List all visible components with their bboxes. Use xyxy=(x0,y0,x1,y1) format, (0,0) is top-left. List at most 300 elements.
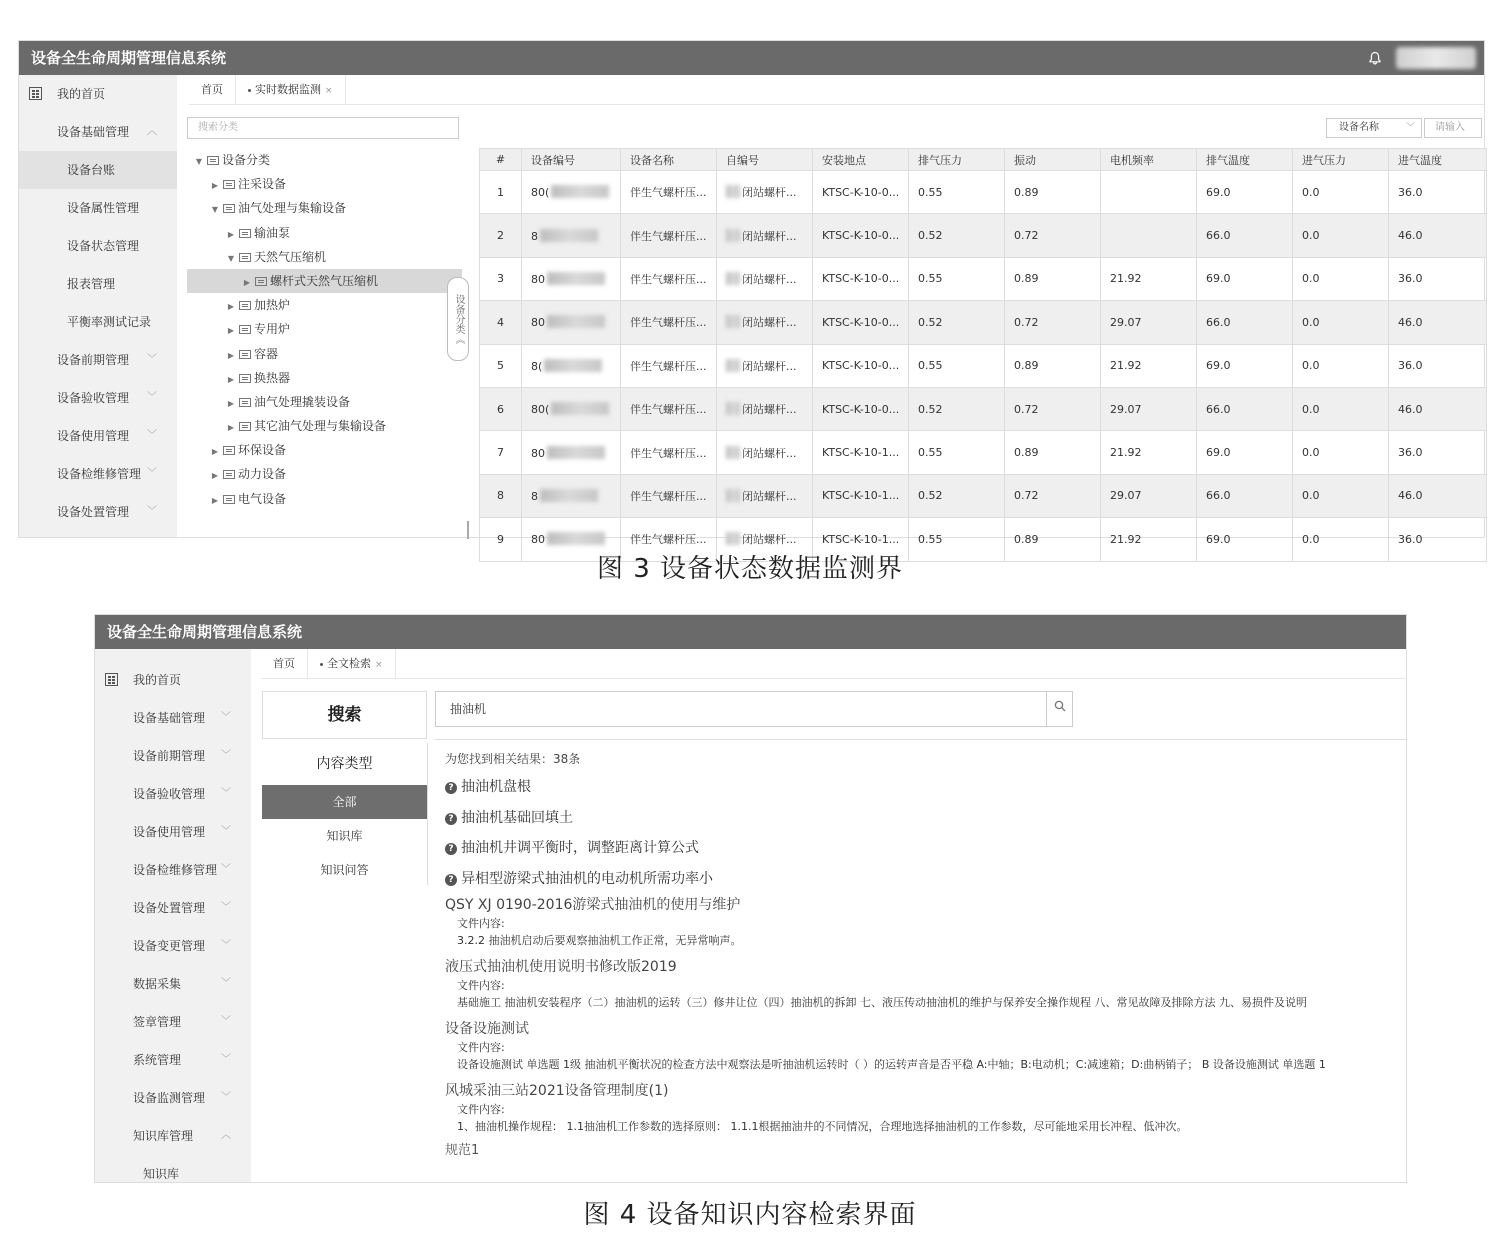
table-cell xyxy=(717,257,813,300)
question-icon: ? xyxy=(445,813,457,825)
tree-node-label: 环保设备 xyxy=(238,443,287,458)
table-row[interactable] xyxy=(480,214,1487,257)
tree-node[interactable] xyxy=(187,342,462,366)
tree-node[interactable] xyxy=(187,148,462,172)
table-cell: 7 xyxy=(480,431,522,474)
sidebar-item[interactable] xyxy=(95,775,251,813)
column-header[interactable]: 电机频率 xyxy=(1101,149,1197,171)
folder-icon xyxy=(239,301,251,310)
table-cell: 46.0 xyxy=(1389,214,1487,257)
chevron-down-icon: ﹀ xyxy=(1405,123,1415,133)
column-header[interactable]: 振动 xyxy=(1005,149,1101,171)
table-cell xyxy=(717,171,813,214)
tree-node-label: 其它油气处理与集输设备 xyxy=(254,419,387,434)
equipment-id-prefix: 8 xyxy=(531,229,538,243)
equipment-monitor-window xyxy=(18,40,1485,547)
document-result xyxy=(445,1018,1406,1074)
chevron-down-icon: ﹀ xyxy=(221,1092,231,1103)
filter-field-value: 设备名称 xyxy=(1339,122,1379,133)
table-cell: KTSC-K-10-0... xyxy=(813,387,909,430)
figure4-caption: 图 4 设备知识内容检索界面 xyxy=(583,1200,917,1230)
column-header[interactable]: 进气温度 xyxy=(1389,149,1487,171)
table-cell: 2 xyxy=(480,214,522,257)
sidebar-item[interactable] xyxy=(19,417,177,455)
sidebar-item[interactable] xyxy=(19,227,177,265)
redacted-value xyxy=(726,359,740,372)
caret-right-icon[interactable]: ▶ xyxy=(211,181,219,191)
qa-result-title[interactable]: 抽油机基础回填土 xyxy=(461,809,573,826)
chevron-down-icon: ﹀ xyxy=(147,430,157,441)
sidebar-item-label: 设备变更管理 xyxy=(133,939,206,953)
sidebar-item[interactable] xyxy=(19,493,177,531)
table-cell: 0.0 xyxy=(1293,431,1389,474)
tree-node[interactable] xyxy=(187,487,462,511)
document-content-label: 文件内容: xyxy=(457,1041,505,1055)
sidebar-item[interactable] xyxy=(19,341,177,379)
qa-result[interactable] xyxy=(445,864,1406,895)
sidebar-item[interactable] xyxy=(95,927,251,965)
question-icon: ? xyxy=(445,843,457,855)
sidebar-item[interactable] xyxy=(95,1041,251,1079)
redacted-value xyxy=(547,446,605,459)
tree-node[interactable] xyxy=(187,196,462,220)
tree-node[interactable] xyxy=(187,172,462,196)
close-icon[interactable]: × xyxy=(375,660,383,670)
table-cell xyxy=(522,257,621,300)
bell-icon[interactable] xyxy=(1368,51,1382,65)
table-cell xyxy=(717,431,813,474)
search-button[interactable] xyxy=(1046,692,1072,726)
tree-node-label: 注采设备 xyxy=(238,177,287,192)
table-cell: 伴生气螺杆压... xyxy=(621,431,717,474)
search-results xyxy=(445,743,1406,1158)
chevron-down-icon: ﹀ xyxy=(221,750,231,761)
table-cell: 36.0 xyxy=(1389,171,1487,214)
caret-right-icon[interactable]: ▶ xyxy=(211,447,219,457)
table-cell: 36.0 xyxy=(1389,257,1487,300)
document-content-snippet: 设备设施测试 单选题 1级 抽油机平衡状况的检查方法中观察法是听抽油机运转时（ ）的运转声音是否平稳 A:中轴；B:电动机；C:减速箱；D:曲柄销子； B 设备设施测试 单选题 1 xyxy=(457,1058,1326,1072)
search-icon xyxy=(1054,700,1066,712)
tree-node[interactable] xyxy=(187,269,462,293)
app-header xyxy=(19,41,1484,75)
table-cell: 伴生气螺杆压... xyxy=(621,344,717,387)
self-code-text: 闭站螺杆... xyxy=(742,446,797,460)
table-cell: 21.92 xyxy=(1101,431,1197,474)
folder-icon xyxy=(207,156,219,165)
table-cell: 1 xyxy=(480,171,522,214)
content-type-option[interactable]: 知识库 xyxy=(326,829,363,843)
caret-down-icon[interactable]: ▼ xyxy=(195,157,203,166)
app-title: 设备全生命周期管理信息系统 xyxy=(31,49,227,67)
document-title[interactable]: 设备设施测试 xyxy=(445,1021,529,1038)
sidebar-item-label: 签章管理 xyxy=(133,1015,182,1029)
app-title: 设备全生命周期管理信息系统 xyxy=(107,623,303,641)
caret-right-icon[interactable]: ▶ xyxy=(211,471,219,481)
self-code-text: 闭站螺杆... xyxy=(742,403,797,417)
redacted-value xyxy=(726,229,740,242)
table-cell: 21.92 xyxy=(1101,257,1197,300)
chevron-down-icon: ﹀ xyxy=(221,712,231,723)
divider xyxy=(427,743,428,885)
tree-node[interactable] xyxy=(187,245,462,269)
table-cell: 36.0 xyxy=(1389,518,1487,561)
table-cell xyxy=(1101,171,1197,214)
column-header[interactable]: 自编号 xyxy=(717,149,813,171)
tree-node[interactable] xyxy=(187,438,462,462)
chevron-down-icon: ﹀ xyxy=(221,1016,231,1027)
table-cell: 66.0 xyxy=(1197,301,1293,344)
table-cell: 3 xyxy=(480,257,522,300)
tab[interactable] xyxy=(308,649,396,678)
table-cell: 29.07 xyxy=(1101,387,1197,430)
folder-icon xyxy=(255,277,267,286)
caret-right-icon[interactable]: ▶ xyxy=(227,229,235,239)
folder-icon xyxy=(239,398,251,407)
redacted-value xyxy=(726,402,740,415)
table-cell: 0.55 xyxy=(909,257,1005,300)
chevron-down-icon: ﹀ xyxy=(221,1054,231,1065)
tab[interactable] xyxy=(189,75,236,104)
result-count: 为您找到相关结果：38条 xyxy=(445,752,581,766)
document-title[interactable]: QSY XJ 0190-2016游梁式抽油机的使用与维护 xyxy=(445,897,741,914)
sidebar-item-home[interactable] xyxy=(95,661,251,699)
sidebar-item[interactable] xyxy=(95,1155,251,1193)
table-cell xyxy=(522,474,621,517)
filter-keyword-input[interactable] xyxy=(1424,118,1482,138)
tree-node-label: 油气处理与集输设备 xyxy=(238,201,347,216)
tab-label: 实时数据监测 xyxy=(255,83,321,96)
table-cell: 69.0 xyxy=(1197,257,1293,300)
table-row[interactable] xyxy=(480,387,1487,430)
tree-node-label: 专用炉 xyxy=(254,322,291,337)
caret-right-icon[interactable]: ▶ xyxy=(243,277,251,287)
column-header[interactable]: # xyxy=(480,149,522,171)
table-cell: 5 xyxy=(480,344,522,387)
table-cell xyxy=(522,431,621,474)
table-cell: 29.07 xyxy=(1101,474,1197,517)
sidebar-item-label: 我的首页 xyxy=(57,87,106,101)
page-tabs xyxy=(261,649,1406,679)
table-cell: 伴生气螺杆压... xyxy=(621,518,717,561)
table-cell: 36.0 xyxy=(1389,431,1487,474)
tab-label: 首页 xyxy=(201,83,223,96)
sidebar-item[interactable] xyxy=(19,379,177,417)
sidebar-item[interactable] xyxy=(95,1003,251,1041)
qa-result[interactable] xyxy=(445,833,1406,864)
table-cell: 0.89 xyxy=(1005,257,1101,300)
table-cell: 0.55 xyxy=(909,171,1005,214)
document-content-snippet: 1、抽油机操作规程： 1.1抽油机工作参数的选择原则： 1.1.1根据抽油井的不同情况，合理地选择抽油机的工作参数，尽可能地采用长冲程、低冲次。 xyxy=(457,1120,1188,1134)
home-icon xyxy=(29,87,42,100)
sidebar-nav xyxy=(95,649,251,1182)
table-cell xyxy=(522,171,621,214)
table-row[interactable] xyxy=(480,301,1487,344)
self-code-text: 闭站螺杆... xyxy=(742,272,797,286)
panel-resize-handle[interactable] xyxy=(467,521,469,539)
chevron-down-icon: ﹀ xyxy=(147,506,157,517)
category-search-input[interactable] xyxy=(187,117,459,139)
content-type-option[interactable]: 全部 xyxy=(262,785,427,819)
table-row[interactable] xyxy=(480,474,1487,517)
table-cell: 0.52 xyxy=(909,474,1005,517)
qa-result[interactable] xyxy=(445,803,1406,834)
table-cell xyxy=(522,301,621,344)
table-cell: KTSC-K-10-0... xyxy=(813,257,909,300)
folder-icon xyxy=(223,495,235,504)
chevron-down-icon: ﹀ xyxy=(147,392,157,403)
table-cell: 0.0 xyxy=(1293,214,1389,257)
sidebar-item[interactable] xyxy=(19,113,177,151)
table-cell: 0.0 xyxy=(1293,301,1389,344)
sidebar-item[interactable] xyxy=(95,813,251,851)
self-code-text: 闭站螺杆... xyxy=(742,359,797,373)
content-type-filter xyxy=(262,743,427,887)
document-content-label: 文件内容: xyxy=(457,979,505,993)
folder-icon xyxy=(223,446,235,455)
document-title[interactable]: 液压式抽油机使用说明书修改版2019 xyxy=(445,959,677,976)
chevron-down-icon: ﹀ xyxy=(221,978,231,989)
folder-icon xyxy=(239,374,251,383)
redacted-value xyxy=(547,315,605,328)
table-cell: 0.89 xyxy=(1005,344,1101,387)
self-code-text: 闭站螺杆... xyxy=(742,533,797,547)
category-panel-toggle[interactable] xyxy=(447,277,469,361)
sidebar-item[interactable] xyxy=(95,1079,251,1117)
question-icon: ? xyxy=(445,782,457,794)
redacted-value xyxy=(547,272,605,285)
table-cell: 66.0 xyxy=(1197,387,1293,430)
table-cell: 6 xyxy=(480,387,522,430)
folder-icon xyxy=(239,350,251,359)
table-cell xyxy=(717,387,813,430)
redacted-value xyxy=(544,359,602,372)
tree-node[interactable] xyxy=(187,366,462,390)
tab[interactable] xyxy=(261,649,308,678)
tree-node-label: 换热器 xyxy=(254,370,291,385)
tree-node-label: 输油泵 xyxy=(254,225,291,240)
redacted-value xyxy=(551,402,609,415)
tree-node[interactable] xyxy=(187,462,462,486)
table-cell: 0.89 xyxy=(1005,518,1101,561)
filter-field-select[interactable] xyxy=(1326,118,1422,138)
column-header[interactable]: 进气压力 xyxy=(1293,149,1389,171)
user-avatar[interactable] xyxy=(1396,47,1476,69)
caret-right-icon[interactable]: ▶ xyxy=(227,350,235,360)
sidebar-item-label: 设备基础管理 xyxy=(133,711,206,725)
sidebar-item[interactable] xyxy=(95,699,251,737)
sidebar-item-label: 设备检维修管理 xyxy=(57,467,142,481)
category-panel-toggle-label: 设备分类《 xyxy=(453,294,464,344)
caret-right-icon[interactable]: ▶ xyxy=(227,374,235,384)
tree-node[interactable] xyxy=(187,221,462,245)
active-dot-icon xyxy=(248,89,251,92)
sidebar-item[interactable] xyxy=(19,303,177,341)
table-row[interactable] xyxy=(480,257,1487,300)
caret-down-icon[interactable]: ▼ xyxy=(227,253,235,263)
table-cell: 8 xyxy=(480,474,522,517)
table-cell: 伴生气螺杆压... xyxy=(621,214,717,257)
chevron-up-icon: ︿ xyxy=(221,1130,231,1141)
caret-right-icon[interactable]: ▶ xyxy=(227,302,235,312)
chevron-down-icon: ﹀ xyxy=(221,902,231,913)
redacted-value xyxy=(726,489,740,502)
document-title[interactable]: 风城采油三站2021设备管理制度(1) xyxy=(445,1083,669,1100)
sidebar-item-label: 设备前期管理 xyxy=(133,749,206,763)
column-header[interactable]: 安装地点 xyxy=(813,149,909,171)
tree-node-label: 油气处理撬装设备 xyxy=(254,394,351,409)
document-title[interactable]: 规范1 xyxy=(445,1143,480,1159)
sidebar-item-label: 系统管理 xyxy=(133,1053,182,1067)
document-content-label: 文件内容: xyxy=(457,917,505,931)
sidebar-item-label: 设备检维修管理 xyxy=(133,863,218,877)
tree-node-label: 电气设备 xyxy=(238,491,287,506)
redacted-value xyxy=(726,185,740,198)
qa-result[interactable] xyxy=(445,772,1406,803)
table-cell: KTSC-K-10-0... xyxy=(813,301,909,344)
document-content-snippet: 3.2.2 抽油机启动后要观察抽油机工作正常，无异常响声。 xyxy=(457,934,742,948)
sidebar-item[interactable] xyxy=(95,737,251,775)
table-row[interactable] xyxy=(480,171,1487,214)
tree-node[interactable] xyxy=(187,317,462,341)
sidebar-item[interactable] xyxy=(19,189,177,227)
sidebar-item[interactable] xyxy=(95,965,251,1003)
sidebar-item-label: 知识库 xyxy=(143,1167,180,1181)
column-header[interactable]: 设备名称 xyxy=(621,149,717,171)
redacted-value xyxy=(726,315,740,328)
sidebar-item[interactable] xyxy=(19,455,177,493)
tree-node[interactable] xyxy=(187,414,462,438)
table-row[interactable] xyxy=(480,431,1487,474)
sidebar-item-label: 设备处置管理 xyxy=(57,505,130,519)
table-cell: 69.0 xyxy=(1197,431,1293,474)
sidebar-item[interactable] xyxy=(95,889,251,927)
table-cell: 0.72 xyxy=(1005,214,1101,257)
redacted-value xyxy=(551,185,609,198)
caret-down-icon[interactable]: ▼ xyxy=(211,205,219,215)
tab-label: 首页 xyxy=(273,657,295,670)
app-header xyxy=(95,615,1406,649)
chevron-down-icon: ﹀ xyxy=(221,864,231,875)
table-cell: 伴生气螺杆压... xyxy=(621,257,717,300)
table-cell: 69.0 xyxy=(1197,518,1293,561)
table-cell: 4 xyxy=(480,301,522,344)
qa-result-title[interactable]: 抽油机盘根 xyxy=(461,779,531,795)
redacted-value xyxy=(547,532,605,545)
content-type-option[interactable]: 知识问答 xyxy=(320,863,369,877)
tree-node[interactable] xyxy=(187,293,462,317)
caret-right-icon[interactable]: ▶ xyxy=(227,326,235,336)
sidebar-item-label: 我的首页 xyxy=(133,673,182,687)
table-cell: 0.0 xyxy=(1293,387,1389,430)
sidebar-item-label: 设备属性管理 xyxy=(67,201,140,215)
sidebar-item[interactable] xyxy=(19,265,177,303)
sidebar-item-label: 设备基础管理 xyxy=(57,125,130,139)
tree-node-label: 螺杆式天然气压缩机 xyxy=(270,273,379,288)
sidebar-item-label: 知识库管理 xyxy=(133,1129,194,1143)
table-cell: 21.92 xyxy=(1101,518,1197,561)
table-cell: 0.72 xyxy=(1005,301,1101,344)
table-cell: 0.55 xyxy=(909,431,1005,474)
table-cell: 0.89 xyxy=(1005,171,1101,214)
column-header[interactable]: 排气压力 xyxy=(909,149,1005,171)
self-code-text: 闭站螺杆... xyxy=(742,489,797,503)
table-cell: 0.0 xyxy=(1293,257,1389,300)
home-icon xyxy=(105,673,118,686)
tab-label: 全文检索 xyxy=(327,657,371,670)
equipment-id-prefix: 80 xyxy=(531,316,545,330)
qa-result-title[interactable]: 异相型游梁式抽油机的电动机所需功率小 xyxy=(461,870,713,887)
table-cell xyxy=(717,344,813,387)
redacted-value xyxy=(540,229,598,242)
tree-node-label: 动力设备 xyxy=(238,467,287,482)
self-code-text: 闭站螺杆... xyxy=(742,229,797,243)
table-cell: 29.07 xyxy=(1101,301,1197,344)
table-cell: 0.52 xyxy=(909,301,1005,344)
table-cell: 69.0 xyxy=(1197,344,1293,387)
sidebar-item-label: 报表管理 xyxy=(67,277,116,291)
equipment-id-prefix: 8 xyxy=(531,489,538,503)
caret-right-icon[interactable]: ▶ xyxy=(227,398,235,408)
table-cell: KTSC-K-10-0... xyxy=(813,171,909,214)
sidebar-item-label: 设备台账 xyxy=(67,163,116,177)
sidebar-item[interactable] xyxy=(19,151,177,189)
table-cell: 0.52 xyxy=(909,214,1005,257)
table-cell: 0.72 xyxy=(1005,387,1101,430)
redacted-value xyxy=(726,272,740,285)
table-row[interactable] xyxy=(480,344,1487,387)
tab[interactable] xyxy=(236,75,346,104)
category-tree xyxy=(187,148,462,511)
sidebar-item-home[interactable] xyxy=(19,75,177,113)
divider xyxy=(435,739,1406,740)
qa-result-title[interactable]: 抽油机井调平衡时，调整距离计算公式 xyxy=(461,840,699,857)
caret-right-icon[interactable]: ▶ xyxy=(227,423,235,433)
table-cell xyxy=(522,387,621,430)
sidebar-item-label: 设备验收管理 xyxy=(133,787,206,801)
tree-node[interactable] xyxy=(187,390,462,414)
content-type-title: 内容类型 xyxy=(316,756,373,772)
table-cell: KTSC-K-10-0... xyxy=(813,214,909,257)
table-cell: 46.0 xyxy=(1389,387,1487,430)
close-icon[interactable]: × xyxy=(325,86,333,96)
table-cell xyxy=(717,301,813,344)
table-cell xyxy=(522,344,621,387)
document-content-snippet: 基础施工 抽油机安装程序（二）抽油机的运转（三）修井让位（四）抽油机的拆卸 七、液压传动抽油机的维护与保养安全操作规程 八、常见故障及排除方法 九、易损件及说明 xyxy=(457,996,1307,1010)
table-cell xyxy=(1101,214,1197,257)
folder-icon xyxy=(239,253,251,262)
folder-icon xyxy=(223,470,235,479)
table-cell: 36.0 xyxy=(1389,344,1487,387)
search-input[interactable] xyxy=(435,691,1073,727)
caret-right-icon[interactable]: ▶ xyxy=(211,495,219,505)
redacted-value xyxy=(726,446,740,459)
equipment-id-prefix: 80 xyxy=(531,533,545,547)
equipment-id-prefix: 80 xyxy=(531,446,545,460)
table-cell: 伴生气螺杆压... xyxy=(621,301,717,344)
folder-icon xyxy=(223,180,235,189)
redacted-value xyxy=(726,532,740,545)
active-dot-icon xyxy=(320,663,323,666)
chevron-up-icon: ︿ xyxy=(147,126,157,137)
sidebar-item[interactable] xyxy=(95,851,251,889)
sidebar-item[interactable] xyxy=(95,1117,251,1155)
sidebar-item-label: 设备处置管理 xyxy=(133,901,206,915)
sidebar-item-label: 数据采集 xyxy=(133,977,182,991)
table-cell: 69.0 xyxy=(1197,171,1293,214)
column-header[interactable]: 设备编号 xyxy=(522,149,621,171)
category-search-placeholder: 搜索分类 xyxy=(198,122,238,133)
column-header[interactable]: 排气温度 xyxy=(1197,149,1293,171)
